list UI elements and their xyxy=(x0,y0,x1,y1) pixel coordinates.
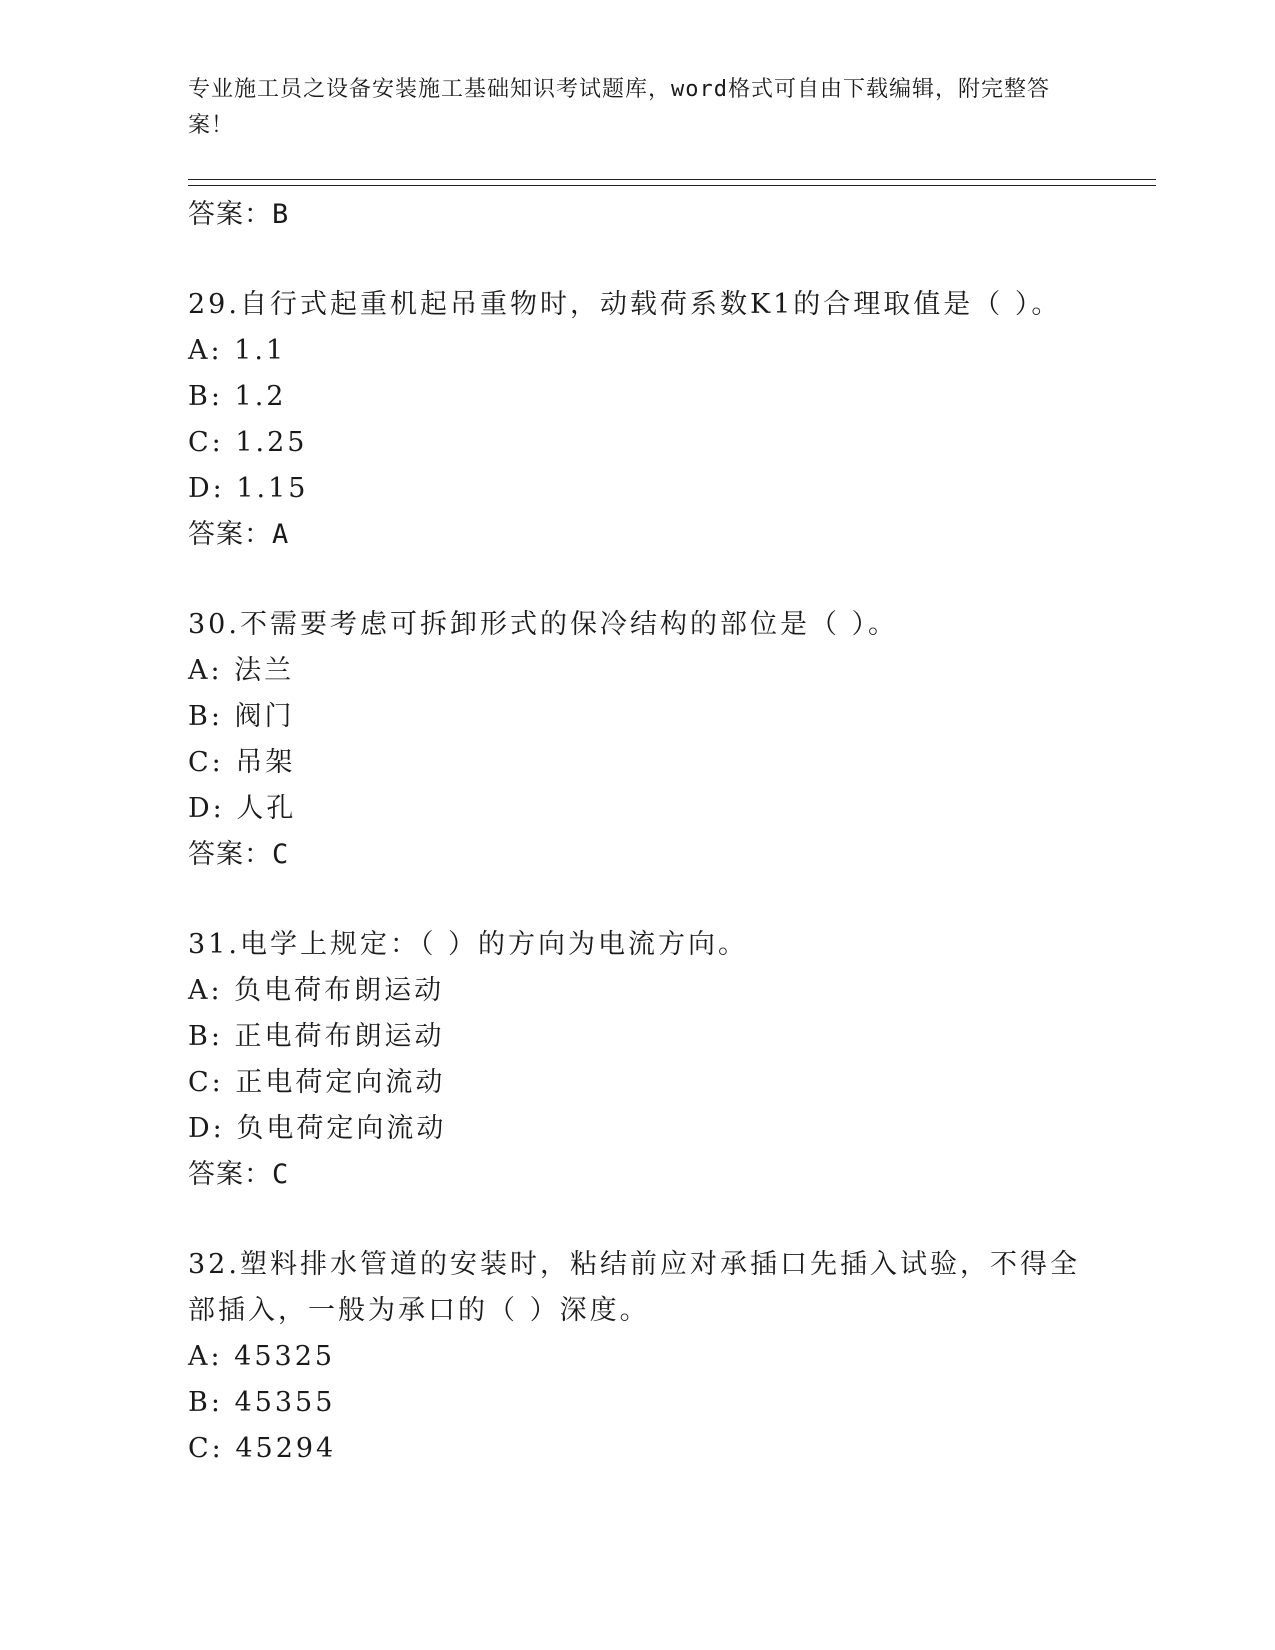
question-29: 29.自行式起重机起吊重物时，动载荷系数K1的合理取值是（ ）。 xyxy=(188,289,1062,320)
header-divider-bottom xyxy=(188,185,1156,186)
option-c: C: 1.25 xyxy=(188,427,308,458)
option-d: D: 人孔 xyxy=(188,793,297,824)
question-31: 31.电学上规定：（ ）的方向为电流方向。 xyxy=(188,929,749,960)
answer: 答案：A xyxy=(188,519,290,550)
option-b: B: 1.2 xyxy=(188,381,287,412)
option-a: A: 1.1 xyxy=(188,335,287,366)
previous-answer: 答案：B xyxy=(188,199,290,230)
option-c: C: 正电荷定向流动 xyxy=(188,1067,446,1098)
option-a: A: 负电荷布朗运动 xyxy=(188,975,445,1006)
option-a: A: 法兰 xyxy=(188,655,295,686)
question-32: 32.塑料排水管道的安装时，粘结前应对承插口先插入试验，不得全部插入，一般为承口的（ ）深度。 xyxy=(188,1249,1080,1326)
option-d: D: 负电荷定向流动 xyxy=(188,1113,447,1144)
option-a: A: 45325 xyxy=(188,1341,336,1372)
option-c: C: 45294 xyxy=(188,1433,337,1464)
answer: 答案：C xyxy=(188,1159,290,1190)
question-30: 30.不需要考虑可拆卸形式的保冷结构的部位是（ ）。 xyxy=(188,609,899,640)
option-b: B: 阀门 xyxy=(188,701,295,732)
header-divider-top xyxy=(188,179,1156,180)
answer: 答案：C xyxy=(188,839,290,870)
option-b: B: 45355 xyxy=(188,1387,336,1418)
option-d: D: 1.15 xyxy=(188,473,309,504)
question-list xyxy=(188,192,1088,1472)
document-header: 专业施工员之设备安装施工基础知识考试题库，word格式可自由下载编辑，附完整答案！ xyxy=(188,77,1050,138)
option-c: C: 吊架 xyxy=(188,747,296,778)
option-b: B: 正电荷布朗运动 xyxy=(188,1021,445,1052)
